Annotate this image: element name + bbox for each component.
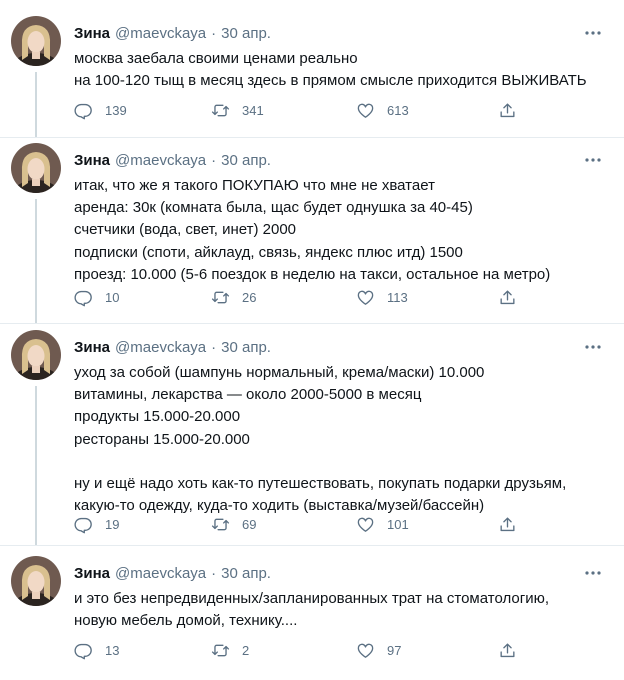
author-name[interactable]: Зина: [74, 151, 111, 169]
avatar[interactable]: [11, 556, 61, 606]
tweet[interactable]: [0, 330, 624, 545]
tweet-text: [74, 362, 610, 517]
avatar-image: [11, 556, 61, 606]
tweet-text-line: москва заебала своими ценами реально: [74, 50, 358, 67]
avatar[interactable]: [11, 16, 61, 66]
avatar-image: [11, 16, 61, 66]
reply-icon: [74, 641, 93, 660]
more-dots-icon: [582, 149, 604, 171]
share-icon: [498, 288, 517, 307]
like-button[interactable]: [356, 100, 409, 120]
more-dots-icon: [582, 562, 604, 584]
like-count: 613: [387, 102, 409, 118]
tweet-text-line: новую мебель домой, технику....: [74, 612, 298, 630]
share-button[interactable]: [498, 514, 517, 534]
reply-count: 10: [105, 289, 120, 305]
reply-button[interactable]: [74, 514, 119, 534]
tweet-date[interactable]: 30 апр.: [221, 338, 271, 356]
heart-icon: [356, 288, 375, 307]
tweet-actions: [74, 640, 624, 660]
tweet-divider: [0, 137, 624, 138]
tweet-text: [74, 175, 610, 286]
tweet-actions: [74, 287, 624, 307]
reply-count: 13: [105, 642, 120, 658]
tweet-text-line: уход за собой (шампунь нормальный, крема/маски) 10.000: [74, 364, 485, 381]
tweet-text-line: итак, что же я такого ПОКУПАЮ что мне не хватает: [74, 177, 435, 194]
share-button[interactable]: [498, 640, 517, 660]
reply-button[interactable]: [74, 640, 119, 660]
heart-icon: [356, 641, 375, 660]
tweet-text-line: на 100-120 тыщ в месяц здесь в прямом смысле приходится ВЫЖИВАТЬ: [74, 72, 587, 90]
share-button[interactable]: [498, 100, 517, 120]
share-icon: [498, 515, 517, 534]
more-button[interactable]: [582, 149, 604, 171]
tweet-text-line: аренда: 30к (комната была, щас будет однушка за 40-45): [74, 199, 473, 217]
tweet-text: [74, 588, 610, 632]
like-count: 101: [387, 516, 409, 532]
author-handle[interactable]: @maevckaya: [115, 151, 207, 169]
tweet-text-line: и это без непредвиденных/запланированных трат на стоматологию,: [74, 590, 549, 607]
tweet-text-line: какую-то одежду, куда-то ходить (выставка/музей/бассейн): [74, 497, 485, 515]
like-button[interactable]: [356, 640, 401, 660]
separator-dot: ·: [211, 24, 217, 42]
more-button[interactable]: [582, 336, 604, 358]
retweet-button[interactable]: [211, 287, 256, 307]
avatar[interactable]: [11, 143, 61, 193]
tweet-actions: [74, 514, 624, 534]
more-button[interactable]: [582, 562, 604, 584]
retweet-icon: [211, 641, 230, 660]
reply-button[interactable]: [74, 100, 127, 120]
retweet-icon: [211, 101, 230, 120]
tweet-text-line: счетчики (вода, свет, инет) 2000: [74, 221, 296, 239]
retweet-count: 2: [242, 642, 250, 658]
like-button[interactable]: [356, 287, 408, 307]
tweet-text-line: [74, 451, 610, 473]
author-handle[interactable]: @maevckaya: [115, 564, 207, 582]
tweet-divider: [0, 323, 624, 324]
avatar-image: [11, 330, 61, 380]
retweet-button[interactable]: [211, 514, 256, 534]
tweet[interactable]: [0, 556, 624, 676]
separator-dot: ·: [211, 151, 217, 169]
retweet-button[interactable]: [211, 100, 264, 120]
retweet-button[interactable]: [211, 640, 249, 660]
reply-icon: [74, 101, 93, 120]
tweet-text: [74, 48, 610, 92]
author-handle[interactable]: @maevckaya: [115, 338, 207, 356]
tweet-text-line: проезд: 10.000 (5-6 поездок в неделю на такси, остальное на метро): [74, 265, 551, 283]
tweet-header: [74, 149, 604, 171]
tweet[interactable]: [0, 16, 624, 136]
tweet-header: [74, 22, 604, 44]
retweet-icon: [211, 515, 230, 534]
tweet-text-line: рестораны 15.000-20.000: [74, 430, 250, 448]
reply-button[interactable]: [74, 287, 119, 307]
tweet-date[interactable]: 30 апр.: [221, 564, 271, 582]
more-button[interactable]: [582, 22, 604, 44]
tweet-text-line: продукты 15.000-20.000: [74, 408, 241, 426]
tweet-date[interactable]: 30 апр.: [221, 151, 271, 169]
tweet[interactable]: [0, 143, 624, 323]
separator-dot: ·: [211, 564, 217, 582]
tweet-text-line: витамины, лекарства — около 2000-5000 в месяц: [74, 386, 422, 404]
more-dots-icon: [582, 22, 604, 44]
tweet-actions: [74, 100, 624, 120]
like-count: 97: [387, 642, 402, 658]
share-button[interactable]: [498, 287, 517, 307]
author-name[interactable]: Зина: [74, 338, 111, 356]
tweet-text-line: ну и ещё надо хоть как-то путешествовать, покупать подарки друзьям,: [74, 475, 567, 492]
retweet-count: 69: [242, 516, 257, 532]
reply-count: 139: [105, 102, 127, 118]
tweet-divider: [0, 545, 624, 546]
retweet-icon: [211, 288, 230, 307]
tweet-header: [74, 336, 604, 358]
reply-icon: [74, 515, 93, 534]
heart-icon: [356, 515, 375, 534]
retweet-count: 26: [242, 289, 257, 305]
more-dots-icon: [582, 336, 604, 358]
like-count: 113: [387, 289, 408, 305]
tweet-date[interactable]: 30 апр.: [221, 24, 271, 42]
share-icon: [498, 101, 517, 120]
retweet-count: 341: [242, 102, 264, 118]
author-name[interactable]: Зина: [74, 564, 111, 582]
author-name[interactable]: Зина: [74, 24, 111, 42]
heart-icon: [356, 101, 375, 120]
like-button[interactable]: [356, 514, 409, 534]
share-icon: [498, 641, 517, 660]
separator-dot: ·: [211, 338, 217, 356]
reply-icon: [74, 288, 93, 307]
tweet-header: [74, 562, 604, 584]
reply-count: 19: [105, 516, 120, 532]
author-handle[interactable]: @maevckaya: [115, 24, 207, 42]
tweet-text-line: подписки (споти, айклауд, связь, яндекс плюс итд) 1500: [74, 243, 463, 261]
avatar-image: [11, 143, 61, 193]
avatar[interactable]: [11, 330, 61, 380]
